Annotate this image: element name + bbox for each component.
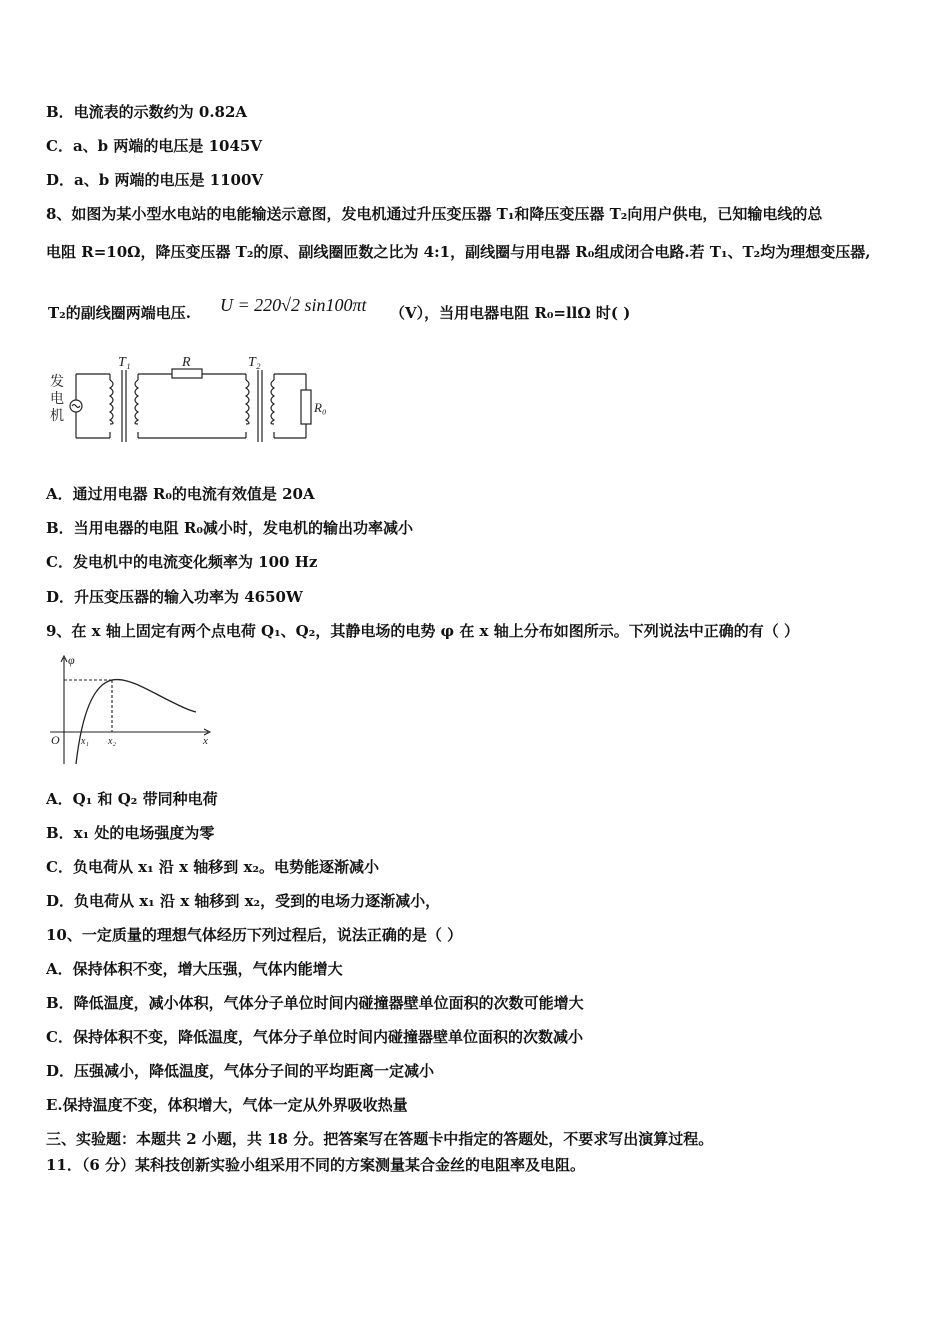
potential-graph: [48, 652, 218, 768]
section3-heading: 三、实验题：本题共 2 小题，共 18 分。把答案写在答题卡中指定的答题处，不要求写出演算过程。: [46, 1130, 714, 1148]
origin-label: O: [51, 733, 60, 747]
q8-voltage-formula: U = 220√2 sin100πt: [220, 295, 367, 315]
x2-label: x₂: [108, 736, 116, 747]
q11-stem: 11．（6 分）某科技创新实验小组采用不同的方案测量某合金丝的电阻率及电阻。: [46, 1156, 586, 1174]
q10-option-c: C．保持体积不变，降低温度，气体分子单位时间内碰撞器壁单位面积的次数减小: [46, 1028, 583, 1046]
q8-option-c: C．发电机中的电流变化频率为 100 Hz: [46, 553, 318, 571]
q8-stem-line3-pre: T₂的副线圈两端电压.: [48, 304, 191, 322]
generator-label-1: 发: [50, 375, 64, 390]
q9-stem: 9、在 x 轴上固定有两个点电荷 Q₁、Q₂，其静电场的电势 φ 在 x 轴上分布如图所示。下列说法中正确的有（ ）: [46, 622, 799, 640]
q9-option-a: A．Q₁ 和 Q₂ 带同种电荷: [46, 790, 218, 808]
r0-label: R₀: [314, 400, 327, 415]
x-axis-label: x: [203, 735, 208, 747]
t1-label: T₁: [118, 355, 131, 370]
phi-axis-label: φ: [68, 653, 75, 667]
t2-label: T₂: [248, 355, 261, 370]
q10-stem: 10、一定质量的理想气体经历下列过程后，说法正确的是（ ）: [46, 926, 463, 944]
generator-label-2: 电: [50, 392, 64, 407]
q9-option-d: D．负电荷从 x₁ 沿 x 轴移到 x₂，受到的电场力逐渐减小，: [46, 892, 441, 910]
q7-option-b: B．电流表的示数约为 0.82A: [46, 103, 248, 121]
q10-option-a: A．保持体积不变，增大压强，气体内能增大: [46, 960, 343, 978]
q9-option-c: C．负电荷从 x₁ 沿 x 轴移到 x₂。电势能逐渐减小: [46, 858, 380, 876]
r-label: R: [182, 355, 191, 370]
q8-stem-line2: 电阻 R=10Ω，降压变压器 T₂的原、副线圈匝数之比为 4:1，副线圈与用电器 R₀组成闭合电路.若 T₁、T₂均为理想变压器,: [46, 243, 871, 261]
q8-stem-line3-post: （V），当用电器电阻 R₀=llΩ 时( ): [390, 304, 631, 322]
q8-option-b: B．当用电器的电阻 R₀减小时，发电机的输出功率减小: [46, 519, 413, 537]
q9-option-b: B．x₁ 处的电场强度为零: [46, 824, 215, 842]
transmission-circuit-diagram: [48, 350, 338, 450]
x1-label: x₁: [81, 736, 89, 747]
q8-option-a: A．通过用电器 R₀的电流有效值是 20A: [46, 485, 315, 503]
q10-option-b: B．降低温度，减小体积，气体分子单位时间内碰撞器壁单位面积的次数可能增大: [46, 994, 584, 1012]
q8-stem-line1: 8、如图为某小型水电站的电能输送示意图，发电机通过升压变压器 T₁和降压变压器 T₂向用户供电，已知输电线的总: [46, 205, 823, 223]
q10-option-e: E.保持温度不变，体积增大，气体一定从外界吸收热量: [46, 1096, 408, 1114]
q8-option-d: D．升压变压器的输入功率为 4650W: [46, 588, 303, 606]
q7-option-c: C．a、b 两端的电压是 1045V: [46, 137, 262, 155]
generator-label-3: 机: [50, 409, 64, 424]
q7-option-d: D．a、b 两端的电压是 1100V: [46, 171, 264, 189]
q10-option-d: D．压强减小，降低温度，气体分子间的平均距离一定减小: [46, 1062, 435, 1080]
